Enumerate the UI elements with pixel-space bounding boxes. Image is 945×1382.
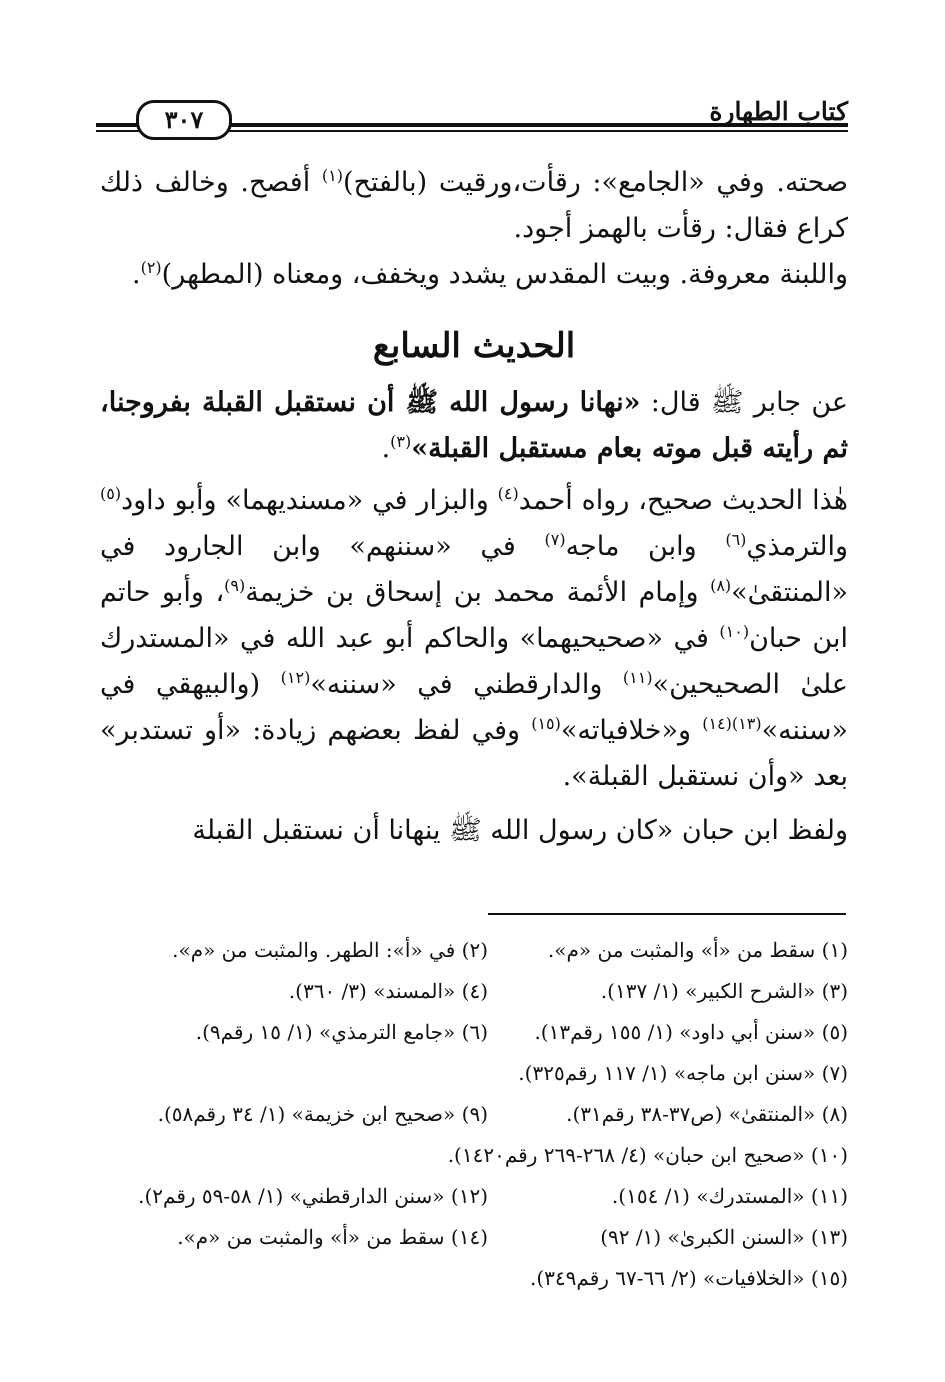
footnote-7: (٧) «سنن ابن ماجه» (١/ ١١٧ رقم٣٢٥). (518, 1061, 848, 1085)
footnote-ref: (٥) (100, 484, 122, 503)
text-span: في «صحيحيهما» والحاكم أبو عبد الله في «المستدرك علىٰ الصحيحين» (100, 623, 849, 700)
footnote-row (100, 1217, 848, 1258)
text-span: ، وأبو حاتم ابن حبان (100, 577, 849, 654)
footnote-row (100, 1258, 848, 1299)
text-span: . (131, 259, 141, 290)
footnote-13: (١٣) «السنن الكبرىٰ» (١/ ٩٢) (600, 1225, 848, 1249)
footnote-ref: (١٣) (731, 714, 762, 733)
footnote-ref: (١) (321, 166, 343, 185)
text-span: . (381, 433, 391, 464)
text-span: عن جابر ﷺ قال: (640, 387, 848, 418)
footnote-ref: (١٠) (719, 622, 750, 641)
footnote-row (100, 971, 848, 1012)
footnote-separator (488, 913, 846, 915)
text-span: (والبيهقي في «سننه» (100, 669, 848, 746)
footnote-ref: (١٥) (531, 714, 561, 733)
page-header (96, 96, 848, 140)
footnote-row (100, 930, 848, 971)
footnote-2: (٢) في «أ»: الطهر. والمثبت من «م». (172, 938, 488, 962)
footnote-ref: (٣) (390, 432, 412, 451)
text-span: والدارقطني في «سننه» (310, 669, 623, 700)
book-title: كتاب الطهارة (709, 97, 848, 126)
text-span: في «سننهم» وابن الجارود في «المنتقىٰ» (100, 531, 848, 608)
text-span: والبزار في «مسنديهما» وأبو داود (121, 485, 498, 516)
footnote-ref: (١١) (622, 668, 653, 687)
text-span: أفصح. وخالف ذلك كراع فقال: رقأت بالهمز أجود. (100, 167, 848, 244)
footnote-4: (٤) «المسند» (٣/ ٣٦٠). (288, 979, 488, 1003)
footnote-ref: (٦) (725, 530, 747, 549)
footnote-ref: (٧) (544, 530, 566, 549)
paragraph-2 (100, 252, 848, 298)
footnote-12: (١٢) «سنن الدارقطني» (١/ ٥٨-٥٩ رقم٢). (138, 1184, 488, 1208)
paragraph-ibn-hibban: ولفظ ابن حبان «كان رسول الله ﷺ ينهانا أن نستقبل القبلة (192, 815, 848, 846)
footnote-10: (١٠) «صحيح ابن حبان» (٤/ ٢٦٨-٢٦٩ رقم١٤٢٠). (447, 1143, 848, 1167)
main-text (100, 160, 848, 854)
section-heading: الحديث السابع (372, 326, 576, 366)
paragraph-1 (100, 160, 848, 252)
footnote-row (100, 1176, 848, 1217)
footnote-ref: (١٤) (702, 714, 732, 733)
text-span: وابن ماجه (565, 531, 726, 562)
text-span: وإمام الأئمة محمد بن إسحاق بن خزيمة (245, 577, 711, 608)
paragraph-takhrij (100, 478, 848, 800)
footnote-8: (٨) «المنتقىٰ» (ص٣٧-٣٨ رقم٣١). (566, 1102, 848, 1126)
text-span: وفي لفظ بعضهم زيادة: «أو تستدبر» بعد «وأن نستقبل القبلة». (100, 715, 848, 792)
footnote-6: (٦) «جامع الترمذي» (١/ ١٥ رقم٩). (195, 1020, 488, 1044)
paragraph-hadith (100, 380, 848, 472)
hadith-text: «نهانا رسول الله ﷺ أن نستقبل القبلة بفروجنا، ثم رأيته قبل موته بعام مستقبل القبلة» (100, 387, 848, 464)
footnote-15: (١٥) «الخلافيات» (٢/ ٦٦-٦٧ رقم٣٤٩). (530, 1266, 848, 1290)
footnote-row (100, 1094, 848, 1135)
text-span: والترمذي (746, 531, 848, 562)
footnote-5: (٥) «سنن أبي داود» (١/ ١٥٥ رقم١٣). (534, 1020, 848, 1044)
footnote-row (100, 1012, 848, 1053)
footnote-9: (٩) «صحيح ابن خزيمة» (١/ ٣٤ رقم٥٨). (157, 1102, 488, 1126)
text-span: و«خلافياته» (560, 715, 703, 746)
footnotes (100, 930, 848, 1299)
page-number: ٣٠٧ (136, 100, 232, 140)
footnote-14: (١٤) سقط من «أ» والمثبت من «م». (177, 1225, 488, 1249)
text-span: هٰذا الحديث صحيح، رواه أحمد (518, 485, 848, 516)
text-span: صحته. وفي «الجامع»: رقأت،ورقيت (بالفتح) (342, 167, 848, 198)
footnote-11: (١١) «المستدرك» (١/ ١٥٤). (611, 1184, 848, 1208)
footnote-row (100, 1053, 848, 1094)
footnote-ref: (٨) (710, 576, 732, 595)
footnote-ref: (٤) (497, 484, 519, 503)
footnote-ref: (٩) (224, 576, 246, 595)
footnote-1: (١) سقط من «أ» والمثبت من «م». (547, 938, 848, 962)
text-span: واللبنة معروفة. وبيت المقدس يشدد ويخفف، ومعناه (المطهر) (161, 259, 848, 290)
footnote-row (100, 1135, 848, 1176)
footnote-3: (٣) «الشرح الكبير» (١/ ١٣٧). (600, 979, 848, 1003)
footnote-ref: (٢) (140, 258, 162, 277)
footnote-ref: (١٢) (280, 668, 311, 687)
